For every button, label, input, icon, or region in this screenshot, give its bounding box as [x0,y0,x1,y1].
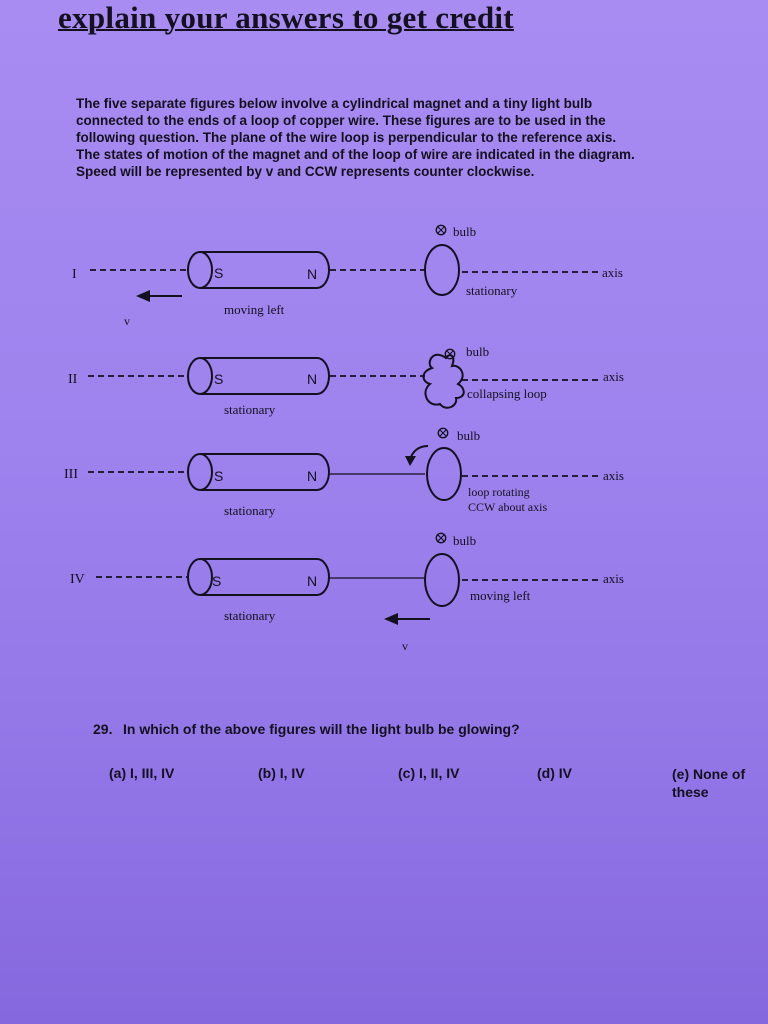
option-e-line1: (e) None of [672,766,746,782]
page-heading: explain your answers to get credit [58,0,514,35]
figure-2-bulb-label: bulb [466,344,490,359]
figure-3-bulb-icon [438,428,447,437]
figure-1-bulb-icon [436,225,445,234]
figure-4-label: IV [70,572,85,587]
figure-1-magnet-velocity: v [124,314,130,328]
figure-2-label: II [68,372,78,387]
option-c[interactable]: (c) I, II, IV [398,765,460,781]
intro-line: following question. The plane of the wire loop is perpendicular to the reference axis. [76,130,617,145]
figure-2-bulb-icon [445,349,454,358]
figure-1-axis-label: axis [602,265,623,280]
figure-1-magnet-south: S [214,265,224,281]
option-d[interactable]: (d) IV [537,765,572,781]
figure-1-loop-state: stationary [466,283,518,298]
figure-1-label: I [72,267,77,282]
intro-line: The five separate figures below involve a cylindrical magnet and a tiny light bulb [76,96,593,111]
figure-4-loop-state: moving left [470,588,531,603]
figure-2-magnet-state: stationary [224,402,276,417]
question-text: In which of the above figures will the light bulb be glowing? [123,721,520,737]
magnet-loop-diagram [0,215,768,665]
option-a[interactable]: (a) I, III, IV [109,765,175,781]
intro-line: The states of motion of the magnet and of the loop of wire are indicated in the diagram. [76,147,635,162]
figure-2 [68,344,624,417]
figure-3-magnet-state: stationary [224,503,276,518]
figure-3-magnet [188,454,329,490]
figure-1 [72,224,623,328]
question-number: 29. [93,721,113,737]
figure-4-loop [425,533,476,606]
figure-4-bulb-icon [436,533,445,542]
figure-2-axis-label: axis [603,369,624,384]
figure-3-magnet-north: N [307,468,318,484]
figure-4-magnet [188,559,329,595]
figure-4-axis-label: axis [603,571,624,586]
figure-1-bulb-label: bulb [453,224,477,239]
figure-3-label: III [64,467,78,482]
figure-4-magnet-north: N [307,573,318,589]
figure-3-bulb-label: bulb [457,428,481,443]
intro-line: Speed will be represented by v and CCW represents counter clockwise. [76,164,535,179]
figure-3-rotation-arrow [405,446,428,466]
figure-4 [70,533,624,653]
figure-1-magnet-north: N [307,266,318,282]
figure-4-bulb-label: bulb [453,533,477,548]
figure-2-loop-state: collapsing loop [467,386,547,401]
intro-paragraph [76,95,766,180]
option-b[interactable]: (b) I, IV [258,765,305,781]
figure-4-magnet-south: S [212,573,222,589]
figure-2-magnet-south: S [214,371,224,387]
figure-4-velocity-arrow [384,613,430,625]
intro-line: connected to the ends of a loop of copper wire. These figures are to be used in the [76,113,606,128]
figure-1-magnet [188,252,329,288]
figure-4-magnet-state: stationary [224,608,276,623]
figure-2-magnet-north: N [307,371,318,387]
figure-4-loop-velocity: v [402,639,408,653]
figure-2-magnet [188,358,329,394]
figure-3-axis-label: axis [603,468,624,483]
figure-1-magnet-state: moving left [224,302,285,317]
option-e[interactable] [672,765,768,801]
figure-1-velocity-arrow [136,290,182,302]
figure-3-loop-state-line2: CCW about axis [468,500,548,514]
option-e-line2: these [672,784,709,800]
figure-3-magnet-south: S [214,468,224,484]
figure-3-loop-state-line1: loop rotating [468,485,530,499]
figure-3 [64,428,624,518]
